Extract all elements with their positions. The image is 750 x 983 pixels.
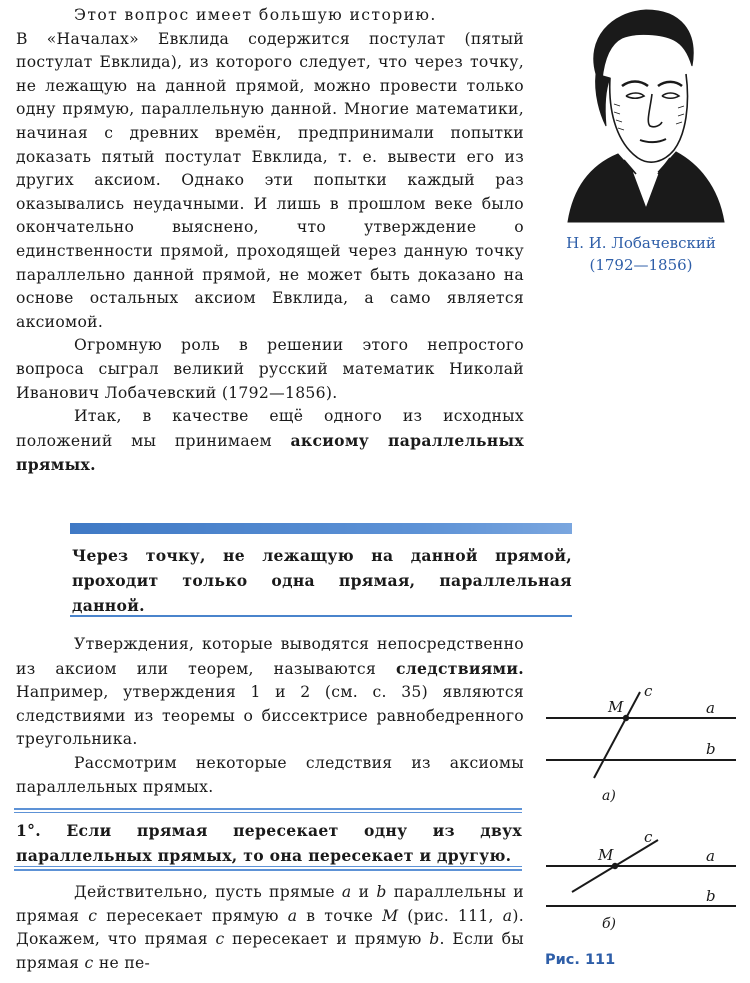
consequences-paragraph [16,633,524,752]
consequences-text-after: Например, утверждения 1 и 2 (см. с. 35) являются следствиями из теоремы о биссектрисе равнобедренного треугольника. [16,683,524,749]
proof-text-6: ). Докажем, что прямая [16,906,525,949]
proof-text-8: . Если бы прямая [16,930,525,972]
fig-a-label-b: b [706,740,716,758]
lobachevsky-portrait [566,4,726,224]
history-opening: Этот вопрос имеет большую историю. [74,6,437,24]
proof-var-c-2: c [215,930,225,949]
fig-b-label-c: c [644,828,653,846]
proof-paragraph [16,881,524,975]
consequences-next: Рассмотрим некоторые следствия из аксиомы параллельных прямых. [16,753,524,796]
proof-text-5: (рис. 111, [407,906,494,925]
figure-caption: Рис. 111 [545,952,616,968]
fig-b-sublabel: б) [602,916,617,932]
proof-text-2: параллельны и прямая [16,883,524,925]
fig-b-label-m: M [598,846,614,864]
history-paragraph: В «Началах» Евклида содержится постулат (пятый постулат Евклида), из которого следует, что через точку, не лежащую на данной прямой, можно провести только одну прямую, параллельную данной. Многие математики, начиная с древних времён, предпринимали попытки доказать пятый постулат Евклида, т. е. вывести его из других аксиом. Однако эти попытки каждый раз оказывались неудачными. И лишь в прошлом веке было окончательно выяснено, что утверждение о единственности прямой, проходящей через данную точку параллельно данной прямой, не может быть доказано на основе остальных аксиом Евклида, а само является аксиомой. [16,29,524,331]
history-block [16,4,524,478]
fig-a-sublabel: а) [602,788,616,804]
axiom-top-bar [70,523,572,534]
portrait-caption-name: Н. И. Лобачевский [566,234,716,252]
corollary-number: 1°. [16,821,41,840]
consequences-term: следствиями. [395,658,524,678]
consequences-block [16,633,524,799]
proof-var-b-2: b [429,930,440,949]
lobachevsky-paragraph: Огромную роль в решении этого непростого вопроса сыграл великий русский математик Николай Иванович Лобачевский (1792—1856). [16,336,524,402]
proof-text-4: в точке [306,906,374,925]
axiom-statement: Через точку, не лежащую на данной прямой, проходит только одна прямая, параллельная данной. [72,546,572,615]
proof-var-a: a [341,883,352,901]
consequences-text-before: Утверждения, которые выводятся непосредственно из аксиом или теорем, называются [16,635,524,678]
figure-111-a [540,680,750,805]
proof-var-b: b [376,883,387,901]
proof-var-c: c [88,906,98,925]
figure-111-b [540,826,750,941]
proof-text-and: и [358,883,370,901]
proof-var-m: M [382,906,399,925]
corollary-text: Если прямая пересекает одну из двух параллельных прямых, то она пересекает и другую. [16,821,522,865]
fig-b-label-a: a [706,847,715,865]
proof-fig-ref: а [502,906,513,925]
portrait-caption-years: (1792—1856) [589,256,693,274]
proof-text-9: не пе- [98,953,151,972]
axiom-intro-term: аксиому параллельных прямых. [16,430,524,475]
proof-var-a-2: a [287,906,298,925]
corollary-statement [16,818,522,868]
axiom-bottom-rule [70,615,572,617]
fig-a-label-a: a [706,699,715,717]
fig-b-label-b: b [706,887,716,905]
corollary-top-rule [14,808,522,813]
proof-text-1: Действительно, пусть прямые [74,883,335,901]
proof-block [16,881,524,975]
proof-var-c-3: c [84,953,94,972]
axiom-intro-paragraph [16,405,524,478]
fig-a-point-m [623,715,629,721]
axiom-intro-text: Итак, в качестве ещё одного из исходных положений мы принимаем [16,407,524,450]
fig-a-label-m: M [608,698,624,716]
proof-text-7: пересекает и прямую [232,930,422,949]
corollary-bottom-rule [14,866,522,871]
portrait-caption [546,232,736,276]
fig-a-label-c: c [644,682,653,700]
proof-text-3: пересекает прямую [106,906,279,925]
